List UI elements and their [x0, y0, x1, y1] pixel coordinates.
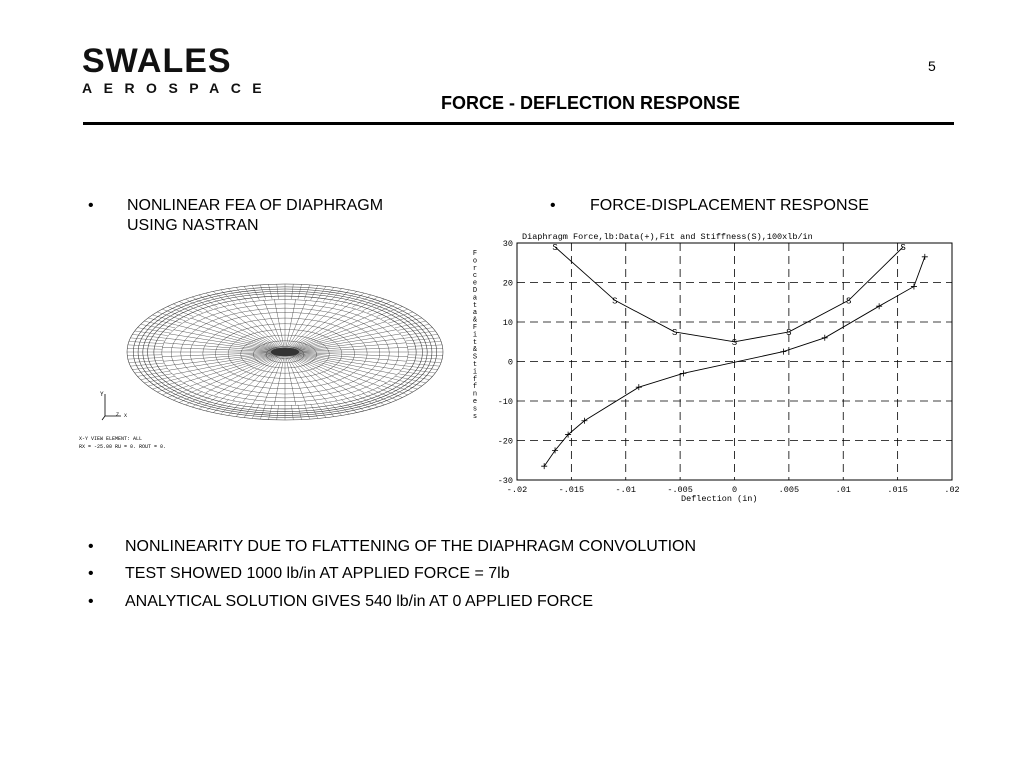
title-divider — [83, 122, 954, 125]
tick-labels — [498, 239, 960, 495]
mesh-radial — [268, 284, 272, 299]
mesh-spoke — [198, 355, 278, 390]
mesh-radial — [347, 398, 364, 411]
x-tick-label: .02 — [944, 485, 960, 495]
y-axis-label: F o r c e D a t a & F i t & S t i f f n e s s — [472, 250, 478, 421]
force-deflection-chart — [465, 228, 960, 508]
mesh-spoke — [166, 353, 276, 366]
bullet-text: ANALYTICAL SOLUTION GIVES 540 lb/in AT 0 APPLIED FORCE — [125, 593, 594, 610]
mesh-radial — [323, 402, 334, 416]
angles-label: RX = -25.00 RU = 0. ROUT = 0. — [79, 444, 167, 450]
mesh-spoke — [198, 314, 278, 349]
stiffness-marker: S — [612, 296, 618, 307]
bullet-text: TEST SHOWED 1000 lb/in AT APPLIED FORCE = 7lb — [125, 565, 510, 582]
mesh-spoke — [287, 356, 316, 403]
mesh-radial — [132, 334, 166, 338]
mesh-radial — [385, 312, 413, 321]
stiffness-marker: S — [731, 337, 738, 348]
data-point-plus — [822, 335, 828, 341]
x-tick-label: 0 — [731, 485, 738, 495]
mesh-radial — [157, 312, 185, 321]
bullet-marker: • — [88, 538, 94, 555]
mesh-spoke — [292, 314, 372, 349]
mesh-spoke — [294, 330, 397, 351]
stiffness-marker: S — [552, 242, 558, 253]
mesh-radial — [162, 385, 189, 394]
data-point-plus — [922, 254, 928, 260]
mesh-radial — [186, 299, 208, 311]
x-tick-label: -.005 — [667, 485, 693, 495]
y-tick-label: 20 — [502, 278, 513, 289]
mesh-spoke — [191, 318, 278, 349]
axis-label: Y — [100, 391, 104, 398]
mesh-spoke — [287, 301, 316, 348]
mesh-radial — [277, 405, 279, 420]
mesh-radial — [381, 385, 408, 394]
mesh-radial — [144, 321, 175, 328]
mesh-radial — [236, 402, 247, 416]
bullet-text: NONLINEARITY DUE TO FLATTENING OF THE DIAPHRAGM CONVOLUTION — [125, 538, 697, 555]
mesh-spoke — [294, 353, 404, 366]
company-logo — [82, 42, 274, 96]
fit-curves — [544, 247, 925, 466]
mesh-radial — [206, 398, 223, 411]
x-axis-label: Deflection (in) — [681, 494, 758, 504]
mesh-spoke — [294, 354, 397, 375]
y-tick-label: -20 — [497, 436, 513, 447]
y-tick-label: -30 — [497, 476, 513, 486]
mesh-radial — [260, 285, 265, 300]
data-point-plus — [636, 384, 642, 390]
slide-title: FORCE - DEFLECTION RESPONSE — [441, 93, 741, 113]
axis-label: X — [124, 413, 128, 419]
mesh-spoke — [274, 299, 284, 348]
mesh-spoke — [173, 330, 276, 351]
mesh-radial — [291, 405, 293, 420]
stiffness-marker: S — [786, 327, 792, 338]
chart-title: Diaphragm Force,lb:Data(+),Fit and Stiffness(S),100xlb/in — [522, 232, 813, 242]
view-label: X-Y VIEW ELEMENT: ALL — [79, 436, 143, 442]
x-tick-label: -.01 — [615, 485, 636, 495]
diaphragm-mesh — [127, 284, 443, 420]
mesh-spoke — [233, 304, 281, 348]
mesh-radial — [395, 321, 426, 328]
mesh-radial — [128, 358, 163, 360]
mesh-hub — [271, 348, 299, 356]
y-tick-label: -10 — [497, 397, 513, 407]
mesh-spoke — [292, 318, 379, 349]
mesh-radial — [408, 355, 443, 356]
x-tick-label: .015 — [887, 485, 908, 495]
chart-grid — [517, 243, 952, 480]
mesh-spoke — [292, 355, 372, 390]
mesh-radial — [385, 383, 413, 392]
axis-label: Z — [116, 412, 120, 418]
data-point-plus — [876, 303, 882, 309]
x-tick-label: .01 — [835, 485, 851, 495]
mesh-radial — [407, 341, 441, 343]
mesh-radial — [408, 348, 443, 349]
stiffness-marker: S — [671, 327, 678, 338]
logo-wordmark: SWALES — [82, 42, 232, 80]
mesh-radial — [192, 395, 212, 407]
mesh-radial — [128, 345, 163, 347]
mesh-radial — [381, 309, 408, 318]
mesh-radial — [341, 291, 357, 304]
bullet-marker: • — [88, 593, 94, 610]
bullet-marker: • — [550, 197, 556, 214]
mesh-spoke — [253, 356, 282, 403]
y-tick-label: 30 — [502, 239, 513, 249]
mesh-spoke — [173, 354, 276, 375]
bullet-marker: • — [88, 197, 94, 214]
bullet-line: USING NASTRAN — [127, 217, 259, 234]
bullet-text — [590, 196, 869, 216]
bullet-text — [127, 196, 383, 236]
y-tick-label: 10 — [502, 318, 513, 328]
mesh-spoke — [289, 304, 337, 348]
bullet-marker: • — [88, 565, 94, 582]
mesh-radial — [407, 360, 441, 362]
mesh-radial — [213, 291, 229, 304]
bullet-line: FORCE-DISPLACEMENT RESPONSE — [590, 197, 869, 214]
mesh-radial — [357, 395, 377, 407]
x-tick-label: .005 — [778, 485, 800, 495]
mesh-radial — [127, 348, 162, 349]
mesh-radial — [277, 284, 279, 299]
data-point-plus — [780, 349, 786, 355]
mesh-radial — [408, 358, 443, 360]
mesh-radial — [162, 309, 189, 318]
mesh-radial — [129, 341, 163, 343]
stiffness-marker: S — [900, 242, 906, 253]
mesh-spoke — [286, 356, 296, 405]
mesh-radial — [127, 355, 162, 356]
mesh-radial — [404, 334, 438, 338]
mesh-radial — [129, 360, 163, 362]
logo-subtitle: AEROSPACE — [82, 80, 274, 96]
data-point-plus — [680, 370, 686, 376]
mesh-spoke — [274, 356, 284, 405]
series-line — [555, 247, 903, 342]
bullet-line: NONLINEAR FEA OF DIAPHRAGM — [127, 197, 384, 214]
mesh-spoke — [253, 301, 282, 348]
data-point-plus — [541, 463, 547, 469]
mesh-radial — [304, 285, 309, 300]
mesh-radial — [157, 383, 185, 392]
stiffness-marker: S — [845, 296, 852, 307]
page-number: 5 — [928, 58, 936, 74]
fea-mesh-figure — [76, 270, 456, 460]
mesh-spoke — [286, 299, 296, 348]
mesh-radial — [291, 284, 293, 299]
x-tick-label: -.02 — [506, 485, 528, 495]
data-point-plus — [911, 283, 917, 289]
y-tick-label: 0 — [507, 357, 513, 368]
x-tick-label: -.015 — [558, 485, 585, 495]
mesh-radial — [363, 299, 385, 311]
mesh-radial — [408, 345, 443, 347]
mesh-radial — [298, 284, 302, 299]
